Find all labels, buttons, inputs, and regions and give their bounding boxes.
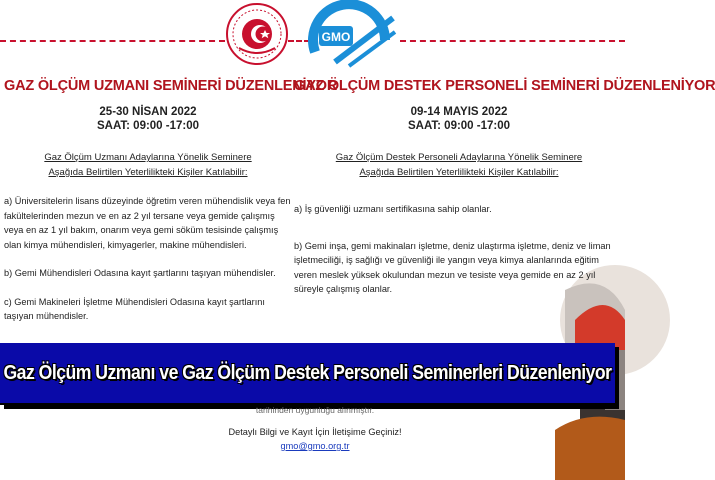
left-seminar-column: [4, 78, 338, 324]
headline-title: Gaz Ölçüm Uzmanı ve Gaz Ölçüm Destek Personeli Seminerleri Düzenleniyor: [3, 361, 612, 384]
gmo-logo-text: GMO: [321, 30, 351, 44]
left-time: SAAT: 09:00 -17:00: [96, 120, 200, 132]
dashed-border-left: [0, 40, 225, 42]
footer-partial-line: tarihinden uygunluğu alınmıştır.: [255, 405, 375, 415]
right-subtitle: [294, 150, 624, 180]
right-item-b: b) Gemi inşa, gemi makinaları işletme, deniz ulaştırma işletme, deniz ve liman işletmeciliği, iş sağlığı ve güvenliği ile yangın veya kimya alanlarında eğitim veren meslek yüksek okulundan mezun ve tesiste veya gemide en az 2 yıl süreyle çalışmış olanlar.: [294, 240, 611, 294]
left-dates: 25-30 NİSAN 2022: [99, 106, 197, 118]
left-subtitle-line1: Gaz Ölçüm Uzmanı Adaylarına Yönelik Seminere: [44, 152, 252, 163]
left-heading: GAZ ÖLÇÜM UZMANI SEMİNERİ DÜZENLENİYOR: [4, 78, 338, 94]
right-dates: 09-14 MAYIS 2022: [410, 106, 508, 118]
footer-contact: Detaylı Bilgi ve Kayıt İçin İletişime Geçiniz!: [228, 427, 402, 437]
headline-banner: [0, 343, 615, 405]
right-heading: GAZ ÖLÇÜM DESTEK PERSONELİ SEMİNERİ DÜZENLENİYOR: [294, 78, 715, 94]
left-item-b: b) Gemi Mühendisleri Odasına kayıt şartlarını taşıyan mühendisler.: [4, 268, 276, 278]
dashed-border-right: [400, 40, 625, 42]
left-subtitle: [4, 150, 292, 180]
left-item-c: c) Gemi Makineleri İşletme Mühendisleri Odasına kayıt şartlarını taşıyan mühendisler.: [4, 296, 265, 321]
left-subtitle-line2: Aşağıda Belirtilen Yeterlilikteki Kişiler Katılabilir:: [48, 167, 248, 178]
ministry-emblem-logo: [225, 2, 289, 66]
gmo-logo: [305, 0, 397, 70]
footer: [100, 405, 530, 451]
right-subtitle-line2: Aşağıda Belirtilen Yeterlilikteki Kişiler Katılabilir:: [359, 167, 559, 178]
right-item-a: a) İş güvenliği uzmanı sertifikasına sahip olanlar.: [294, 204, 492, 214]
left-item-a: a) Üniversitelerin lisans düzeyinde öğretim veren mühendislik veya fen fakültelerinden mezun ve en az 2 yıl tersane veya gemide çalışmış veya en az 1 yıl bakım, onarım veya gemi söküm tesisinde çalışmış olan kimya mühendisleri, kimyagerler, makine mühendisleri.: [4, 196, 291, 250]
footer-email-link[interactable]: gmo@gmo.org.tr: [280, 441, 350, 451]
right-seminar-column: [294, 78, 715, 297]
right-subtitle-line1: Gaz Ölçüm Destek Personeli Adaylarına Yönelik Seminere: [335, 152, 583, 163]
right-time: SAAT: 09:00 -17:00: [407, 120, 511, 132]
